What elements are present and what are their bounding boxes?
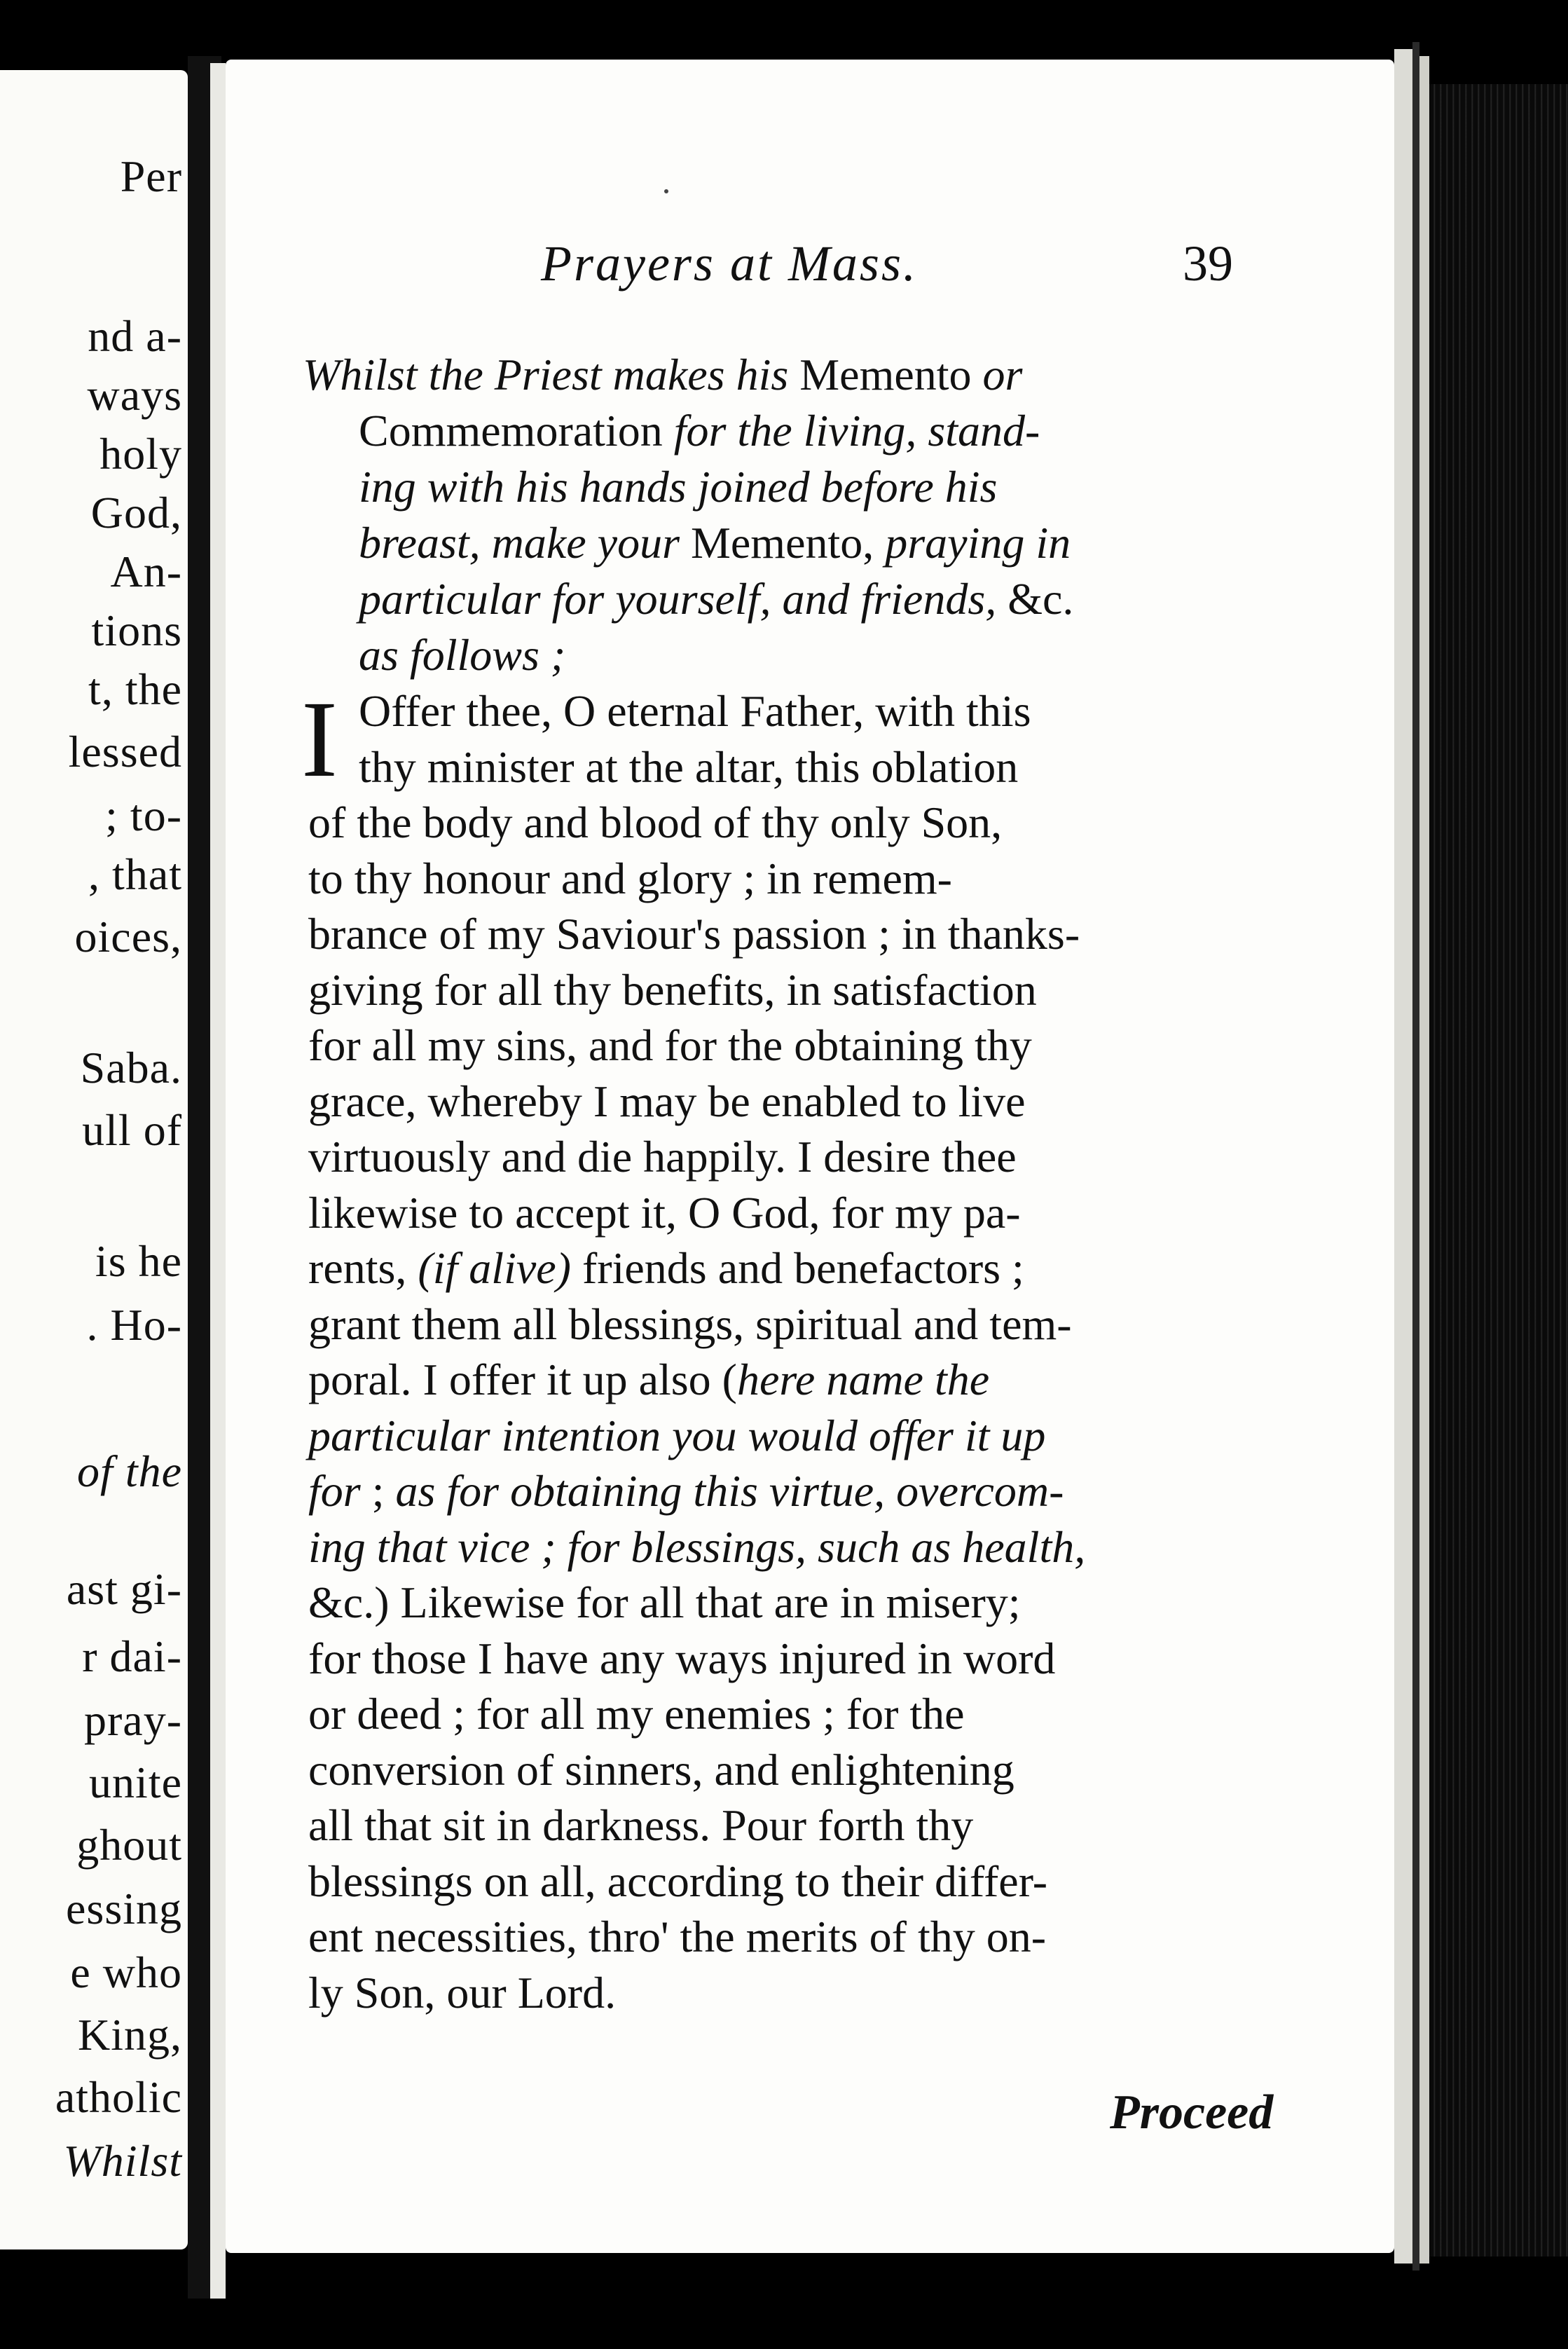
previous-page-line: pray- (83, 1695, 182, 1745)
prayer-line (308, 1018, 1345, 1074)
rubric-line (303, 515, 1340, 571)
text-run: grant them all blessings, spiritual and tem- (308, 1299, 1072, 1349)
previous-page-line: is he (95, 1236, 182, 1286)
previous-page-line: God, (90, 488, 182, 537)
previous-page-line: , that (88, 849, 182, 899)
prayer-line (308, 1686, 1345, 1742)
ink-speck (664, 189, 668, 193)
previous-page-fragment (0, 70, 188, 2249)
prayer-line (308, 1074, 1345, 1130)
previous-page-line: holy (99, 429, 182, 479)
text-run: as follows ; (359, 630, 566, 680)
previous-page-line: r dai- (82, 1631, 182, 1681)
previous-page-line: of the (77, 1446, 182, 1496)
prayer-line (308, 962, 1345, 1018)
prayer-body (301, 678, 1345, 2020)
previous-page-line: oices, (74, 912, 182, 961)
text-run: likewise to accept it, O God, for my pa- (308, 1187, 1021, 1238)
text-run: for those I have any ways injured in word (308, 1633, 1056, 1683)
page-number: 39 (1183, 235, 1233, 292)
prayer-line (308, 1296, 1345, 1352)
text-run: ent necessities, thro' the merits of thy on- (308, 1912, 1047, 1961)
prayer-line (308, 1519, 1345, 1575)
text-run: for all my sins, and for the obtaining thy (308, 1020, 1032, 1070)
catchword: Proceed (1110, 2086, 1274, 2139)
previous-page-line: ast gi- (66, 1564, 182, 1614)
text-run: friends and benefactors ; (570, 1243, 1024, 1293)
prayer-line (308, 851, 1345, 907)
previous-page-line: e who (70, 1947, 182, 1997)
text-run: all that sit in darkness. Pour forth thy (308, 1800, 974, 1850)
previous-page-line: Per (120, 151, 182, 201)
previous-page-line: Whilst (63, 2136, 182, 2186)
gutter-fold (210, 63, 226, 2299)
prayer-line (308, 1909, 1345, 1965)
text-run: ing with his hands joined before his (359, 462, 998, 512)
rubric-line (303, 459, 1340, 515)
text-run: particular intention you would offer it up (308, 1410, 1046, 1460)
prayer-line (308, 1631, 1345, 1687)
text-run: ing that vice ; for blessings, such as health, (308, 1521, 1086, 1572)
text-run: thy minister at the altar, this oblation (359, 741, 1019, 792)
prayer-line (308, 1185, 1345, 1241)
rubric-line (303, 627, 1340, 683)
text-run: virtuously and die happily. I desire thee (308, 1132, 1017, 1182)
text-run: here name the (736, 1355, 990, 1404)
previous-page-line: t, the (88, 664, 182, 714)
previous-page-line: lessed (68, 727, 182, 776)
prayer-line (308, 906, 1345, 962)
previous-page-line: King, (78, 2010, 182, 2060)
text-run: praying in (874, 518, 1071, 568)
rubric-line (303, 347, 1340, 403)
running-head: Prayers at Mass. (541, 235, 918, 292)
page-edge-stack (1419, 56, 1429, 2264)
text-run: giving for all thy benefits, in satisfaction (308, 964, 1037, 1015)
prayer-line (308, 739, 1345, 795)
text-run: poral. I offer it up also ( (308, 1355, 737, 1404)
book-page (226, 60, 1394, 2253)
text-run: as for obtaining this virtue, overcom- (395, 1466, 1064, 1516)
prayer-line (308, 1240, 1345, 1296)
text-run: particular for yourself, and friends, (359, 574, 1008, 624)
text-run: grace, whereby I may be enabled to live (308, 1076, 1026, 1126)
rubric-line (303, 403, 1340, 459)
previous-page-line: . Ho- (86, 1300, 182, 1350)
previous-page-line: nd a- (88, 311, 182, 361)
prayer-line (308, 1129, 1345, 1185)
prayer-line (308, 1575, 1345, 1631)
text-run: to thy honour and glory ; in remem- (308, 853, 952, 903)
page-header (226, 235, 1394, 291)
text-run: (if alive) (418, 1243, 571, 1293)
text-run: Memento, (690, 518, 874, 568)
text-run: of the body and blood of thy only Son, (308, 797, 1003, 847)
previous-page-line: atholic (55, 2072, 182, 2122)
text-run: Commemoration (359, 406, 663, 456)
previous-page-line: ghout (76, 1820, 182, 1870)
prayer-line (308, 1797, 1345, 1854)
drop-cap: I (301, 678, 338, 800)
text-run: Whilst the Priest makes his (303, 350, 800, 399)
prayer-line (308, 1352, 1345, 1408)
text-run: Offer thee, O eternal Father, with this (359, 686, 1031, 736)
prayer-line (308, 795, 1345, 851)
text-run: ly Son, our Lord. (308, 1967, 617, 2018)
prayer-line (308, 1463, 1345, 1519)
prayer-line (308, 683, 1345, 739)
text-run: for (308, 1466, 361, 1516)
rubric-line (303, 571, 1340, 627)
book-fore-edge (1429, 84, 1568, 2256)
text-run: &c.) Likewise for all that are in misery; (308, 1577, 1021, 1627)
prayer-line (308, 1854, 1345, 1910)
previous-page-line: ; to- (105, 790, 182, 840)
previous-page-line: essing (66, 1884, 182, 1933)
previous-page-line: tions (91, 605, 182, 655)
text-run: breast, make your (359, 518, 691, 568)
rubric-instruction (303, 347, 1340, 683)
text-run: conversion of sinners, and enlightening (308, 1744, 1015, 1795)
page-edge-shadow (1412, 42, 1419, 2271)
text-run: ; (360, 1466, 396, 1516)
prayer-line (308, 1742, 1345, 1798)
text-run: brance of my Saviour's passion ; in thanks- (308, 909, 1080, 959)
previous-page-text (0, 70, 188, 2249)
prayer-line (308, 1408, 1345, 1464)
previous-page-line: ull of (82, 1105, 182, 1155)
previous-page-line: unite (89, 1758, 182, 1807)
text-run: &c. (1007, 574, 1074, 624)
prayer-line (308, 1965, 1345, 2021)
page-edge (1394, 49, 1412, 2264)
text-run: or (971, 350, 1023, 399)
text-run: rents, (308, 1243, 418, 1293)
previous-page-line: Saba. (80, 1043, 182, 1093)
text-run: for the living, stand- (662, 406, 1040, 456)
text-run: Memento (799, 350, 972, 399)
previous-page-line: An- (110, 547, 182, 596)
text-run: or deed ; for all my enemies ; for the (308, 1689, 965, 1739)
previous-page-line: ways (87, 370, 182, 420)
text-run: blessings on all, according to their differ- (308, 1856, 1048, 1906)
